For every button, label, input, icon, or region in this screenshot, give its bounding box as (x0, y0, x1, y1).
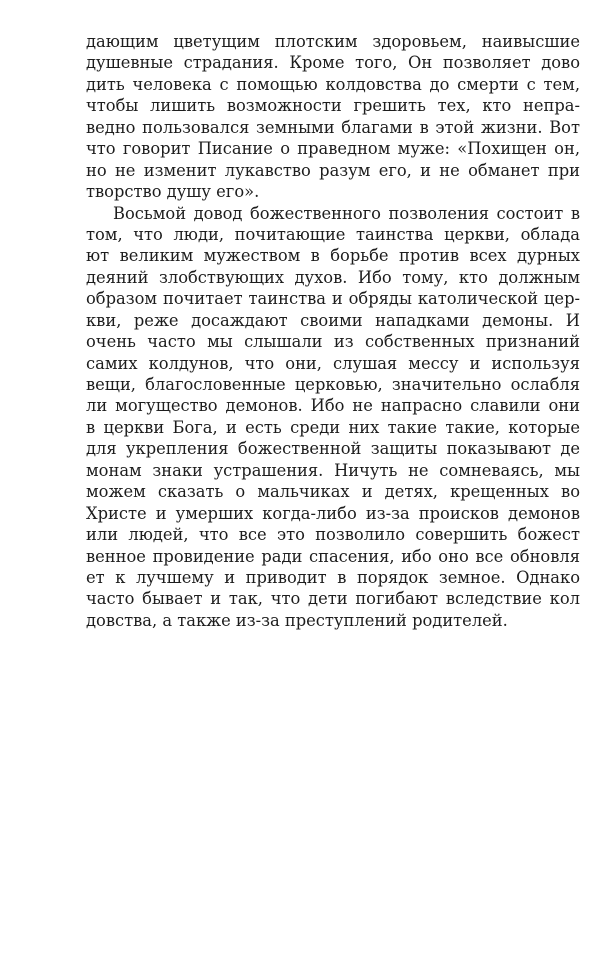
text-line: самих колдунов, что они, слушая мессу и используя (86, 353, 580, 373)
body-text (86, 31, 580, 631)
text-line: в церкви Бога, и есть среди них такие такие, которые (86, 417, 580, 437)
paragraph-start-line: Восьмой довод божественного позволения состоит в (113, 203, 580, 223)
text-line: часто бывает и так, что дети погибают вследствие кол (86, 589, 580, 609)
text-line: для укрепления божественной защиты показывают де (86, 439, 580, 459)
text-line: можем сказать о мальчиках и детях, крещенных во (86, 482, 580, 502)
text-line: но не изменит лукавство разум его, и не обманет при (86, 160, 580, 180)
text-line: ют великим мужеством в борьбе против всех дурных (86, 246, 580, 266)
text-line: венное провидение ради спасения, ибо оно все обновля (86, 546, 580, 566)
text-line: том, что люди, почитающие таинства церкви, облада (86, 224, 580, 244)
text-line: монам знаки устрашения. Ничуть не сомневаясь, мы (86, 460, 580, 480)
text-line: вещи, благословенные церковью, значительно ослабля (86, 375, 580, 394)
text-line: Христе и умерших когда-либо из-за происков демонов (86, 503, 580, 523)
paragraph-end-line: творство душу его». (86, 182, 260, 202)
text-line: ет к лучшему и приводит в порядок земное. Однако (86, 567, 580, 587)
text-line: очень часто мы слышали из собственных признаний (86, 332, 580, 352)
text-line: ли могущество демонов. Ибо не напрасно славили они (86, 396, 580, 416)
text-line: деяний злобствующих духов. Ибо тому, кто должным (86, 267, 580, 287)
text-line: дающим цветущим плотским здоровьем, наивысшие (86, 32, 580, 51)
text-line: чтобы лишить возможности грешить тех, кто непра- (86, 96, 580, 116)
text-line: душевные страдания. Кроме того, Он позволяет дово (86, 53, 580, 73)
text-line: ведно пользовался земными благами в этой жизни. Вот (86, 117, 580, 137)
text-line: кви, реже досаждают своими нападками демоны. И (86, 310, 580, 330)
text-line: дить человека с помощью колдовства до смерти с тем, (86, 74, 580, 94)
paragraph-end-line: довства, а также из-за преступлений родителей. (86, 610, 508, 630)
text-line: образом почитает таинства и обряды католической цер- (86, 289, 580, 309)
text-line: что говорит Писание о праведном муже: «Похищен он, (86, 139, 580, 159)
text-line: или людей, что все это позволило совершить божест (86, 525, 580, 545)
